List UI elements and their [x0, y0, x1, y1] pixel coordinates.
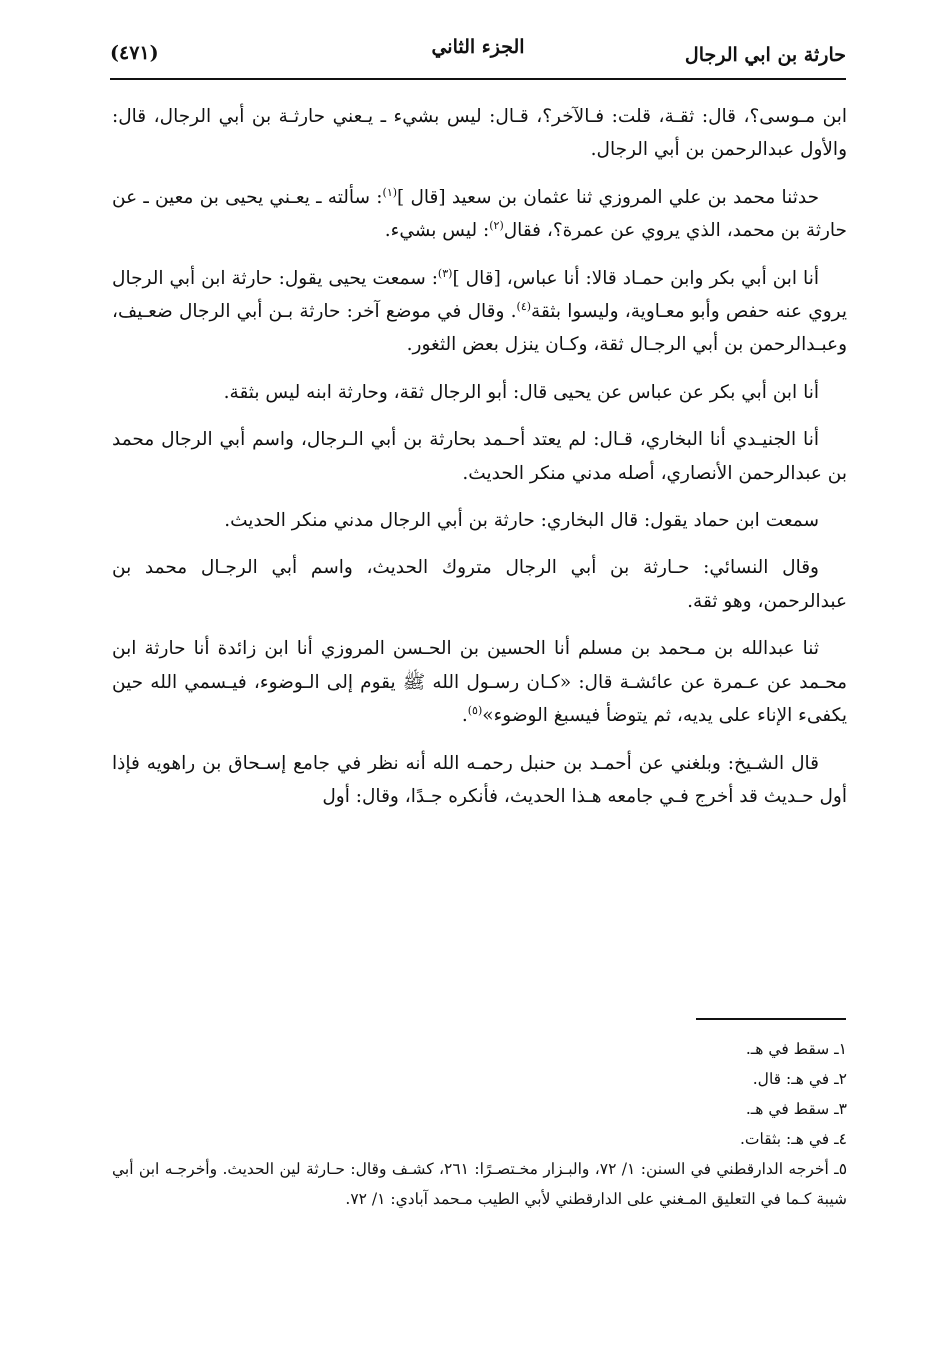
paragraph: ثنا عبدالله بن مـحمد بن مسلم أنا الحسين بن الحـسن المروزي أنا ابن زائدة أنا حارثة ابن محـمد عن عـمرة عن عائشـة قال: «كـان رسـول الله ﷺ يقوم إلى الـوضوء، فيـسمي الله حين يكفىء الإناء على يديه، ثم يتوضأ فيسبغ الوضوء»$^{(٥)}$. [112, 638, 847, 727]
footnote-ref[interactable]: (١) [382, 185, 398, 199]
footnote: ٤ـ في هـ: بثقات. [740, 1130, 847, 1148]
footnote: ٥ـ أخرجه الدارقطني في السنن: ١/ ٧٢، والبـزار مخـتصـرًا: ٢٦١، كشـف وقال: حـارثة لين الحديث. وأخرجـه ابن أبي شيبة كـما في التعليق المـغني على الدارقطني لأبي الطيب مـحمد آبادي: ١/ ٧٢. [112, 1160, 848, 1208]
paragraph: حدثنا محمد بن علي المروزي ثنا عثمان بن سعيد [قال ]$^{(١)}$: سألته ـ يعـني يحيى بن معين ـ عن حارثة بن محمد، الذي يروي عن عمرة؟، فقال$^{(٢)}$: ليس بشيء. [112, 185, 847, 242]
footnote: ١ـ سقط في هـ. [745, 1040, 847, 1058]
header-chapter-title: حارثة بن ابي الرجال [684, 44, 846, 66]
header-volume-label: الجزء الثاني [431, 36, 525, 58]
paragraph: وقال النسائي: حـارثة بن أبي الرجال متروك الحديث، واسم أبي الرجـال محمد بن عبدالرحمن، وهو ثقة. [112, 557, 847, 612]
footnote-ref[interactable]: (٤) [516, 299, 532, 313]
paragraph: أنا ابن أبي بكر عن عباس عن يحيى قال: أبو الرجال ثقة، وحارثة ابنه ليس بثقة. [223, 381, 819, 403]
header-page-number: (٤٧١) [110, 42, 159, 64]
paragraph: قال الشـيخ: وبلغني عن أحمـد بن حنبل رحمـه الله أنه نظر في جامع إسـحاق بن راهويه فإذا أول حـديث قد أخرج فـي جامعه هـذا الحديث، فأنكره جـدًا، وقال: أول [112, 752, 847, 807]
footnote: ٣ـ سقط في هـ. [745, 1100, 847, 1118]
footnote-ref[interactable]: (٢) [489, 219, 504, 233]
footnote-divider [696, 1018, 846, 1020]
paragraph: سمعت ابن حماد يقول: قال البخاري: حارثة بن أبي الرجال مدني منكر الحديث. [224, 510, 819, 532]
footnotes [112, 1034, 847, 1214]
paragraph: أنا الجنيـدي أنا البخاري، قـال: لم يعتد أحـمد بحارثة بن أبي الـرجال، واسم أبي الرجال محمد بن عبدالرحمن الأنصاري، أصله مدني منكر الحديث. [112, 429, 847, 484]
running-header [110, 30, 846, 74]
main-text [112, 100, 847, 827]
footnote: ٢ـ في هـ: قال. [752, 1070, 847, 1088]
paragraph: أنا ابن أبي بكر وابن حمـاد قالا: أنا عباس، [قال ]$^{(٣)}$: سمعت يحيى يقول: حارثة ابن أبي الرجال يروي عنه حفص وأبو معـاوية، وليسوا بثقة$^{(٤)}$. وقال في موضع آخر: حارثة بـن أبي الرجال ضعـيف، وعبـدالرحمن بن أبي الرجـال ثقة، وكـان ينزل بعض الثغور. [112, 266, 847, 356]
footnote-ref[interactable]: (٣) [437, 266, 453, 280]
footnote-ref[interactable]: (٥) [467, 703, 483, 717]
paragraph: ابن مـوسى؟، قال: ثقـة، قلت: فـالآخر؟، قـال: ليس بشيء ـ يـعني حارثـة بن أبي الرجال، قال: والأول عبدالرحمن بن أبي الرجال. [112, 106, 847, 161]
header-divider [110, 78, 846, 80]
